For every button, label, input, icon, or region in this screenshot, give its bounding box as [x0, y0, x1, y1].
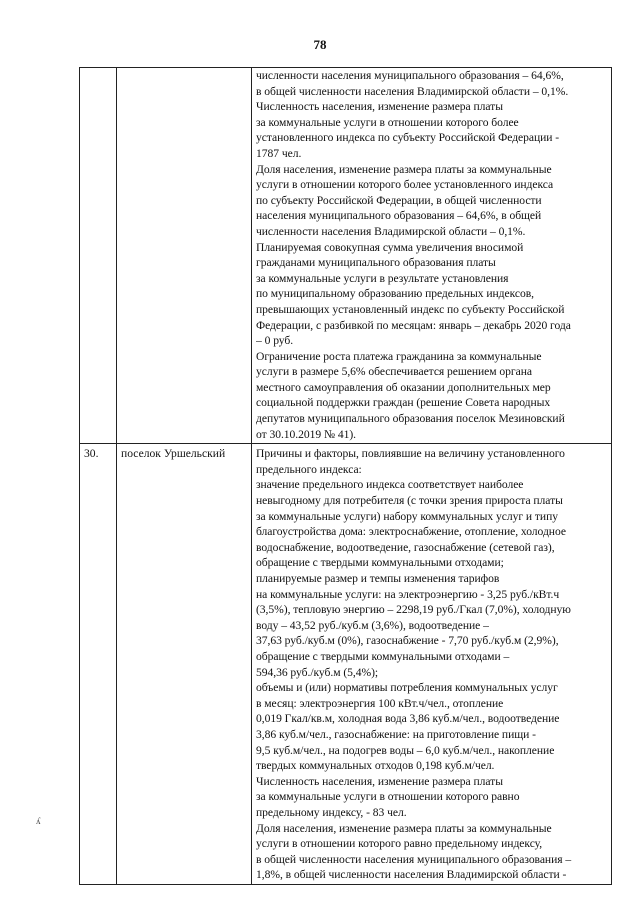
text-line: в общей численности населения Владимирской области – 0,1%.: [256, 84, 569, 98]
text-line: твердых коммунальных отходов 0,198 куб.м/чел.: [256, 759, 495, 773]
text-line: численности населения Владимирской области – 0,1%.: [256, 224, 526, 238]
municipality-name-cell: поселок Уршельский: [117, 444, 252, 885]
municipality-name-cell: [117, 68, 252, 444]
text-line: 0,019 Гкал/кв.м, холодная вода 3,86 куб.м/чел., водоотведение: [256, 712, 560, 726]
text-line: депутатов муниципального образования поселок Мезиновский: [256, 412, 565, 426]
text-line: водоснабжение, водоотведение, газоснабжение (сетевой газ),: [256, 540, 555, 554]
text-line: в общей численности населения муниципального образования –: [256, 852, 572, 866]
row-number-cell: 30.: [80, 444, 117, 885]
page-number: 78: [313, 37, 327, 52]
text-line: населения муниципального образования – 64,6%, в общей: [256, 209, 542, 223]
text-line: Причины и факторы, повлиявшие на величину установленного: [256, 447, 565, 461]
text-line: предельного индекса:: [256, 462, 362, 476]
description-cell: [252, 444, 612, 885]
text-line: воду – 43,52 руб./куб.м (3,6%), водоотведение –: [256, 618, 489, 632]
text-line: от 30.10.2019 № 41).: [256, 427, 356, 441]
text-line: предельному индексу, - 83 чел.: [256, 805, 407, 819]
text-line: численности населения муниципального образования – 64,6%,: [256, 69, 564, 82]
text-line: Планируемая совокупная сумма увеличения вносимой: [256, 240, 524, 254]
text-line: в месяц: электроэнергия 100 кВт.ч/чел., отопление: [256, 696, 504, 710]
text-line: значение предельного индекса соответствует наиболее: [256, 478, 524, 492]
text-line: Ограничение роста платежа гражданина за коммунальные: [256, 349, 542, 363]
description-text: [256, 68, 609, 442]
text-line: Федерации, с разбивкой по месяцам: январь – декабрь 2020 года: [256, 318, 571, 332]
text-line: обращение с твердыми коммунальными отходами –: [256, 649, 510, 663]
text-line: услуги в отношении которого более установленного индекса: [256, 178, 554, 192]
text-line: – 0 руб.: [256, 334, 294, 348]
text-line: услуги в отношении которого равно предельному индексу,: [256, 837, 543, 851]
text-line: по субъекту Российской Федерации, в общей численности: [256, 193, 542, 207]
text-line: 1,8%, в общей численности населения Владимирской области -: [256, 868, 567, 882]
text-line: услуги в размере 5,6% обеспечивается решением органа: [256, 365, 532, 379]
text-line: Доля населения, изменение размера платы за коммунальные: [256, 162, 552, 176]
table-row: [80, 444, 612, 885]
text-line: по муниципальному образованию предельных индексов,: [256, 287, 534, 301]
description-cell: [252, 68, 612, 444]
text-line: за коммунальные услуги в результате установления: [256, 271, 509, 285]
text-line: 37,63 руб./куб.м (0%), газоснабжение - 7,70 руб./куб.м (2,9%),: [256, 634, 559, 648]
text-line: превышающих установленный индекс по субъекту Российской: [256, 302, 565, 316]
text-line: 3,86 куб.м/чел., газоснабжение: на приготовление пищи -: [256, 727, 536, 741]
text-line: за коммунальные услуги в отношении которого равно: [256, 790, 520, 804]
text-line: за коммунальные услуги) набору коммунальных услуг и типу: [256, 509, 558, 523]
text-line: за коммунальные услуги в отношении которого более: [256, 115, 519, 129]
text-line: невыгодному для потребителя (с точки зрения прироста платы: [256, 494, 563, 508]
description-text: [256, 446, 609, 883]
text-line: обращение с твердыми коммунальными отходами;: [256, 556, 504, 570]
text-line: на коммунальные услуги: на электроэнергию - 3,25 руб./кВт.ч: [256, 587, 560, 601]
text-line: планируемые размер и темпы изменения тарифов: [256, 572, 500, 585]
text-line: 1787 чел.: [256, 146, 302, 160]
text-line: 594,36 руб./куб.м (5,4%);: [256, 665, 379, 679]
text-line: объемы и (или) нормативы потребления коммунальных услуг: [256, 681, 558, 695]
text-line: установленного индекса по субъекту Российской Федерации -: [256, 131, 560, 145]
text-line: социальной поддержки граждан (решение Совета народных: [256, 396, 551, 410]
text-line: местного самоуправления об оказании дополнительных мер: [256, 380, 551, 394]
margin-mark: ʎ: [36, 816, 41, 826]
row-number-cell: [80, 68, 117, 444]
text-line: Численность населения, изменение размера платы: [256, 774, 503, 788]
text-line: гражданами муниципального образования платы: [256, 256, 496, 270]
document-table: [79, 67, 612, 885]
text-line: 9,5 куб.м/чел., на подогрев воды – 6,0 куб.м/чел., накопление: [256, 743, 555, 757]
text-line: (3,5%), тепловую энергию – 2298,19 руб./Гкал (7,0%), холодную: [256, 603, 571, 617]
text-line: Численность населения, изменение размера платы: [256, 100, 503, 114]
text-line: благоустройства дома: электроснабжение, отопление, холодное: [256, 525, 566, 539]
table-row: [80, 68, 612, 444]
text-line: Доля населения, изменение размера платы за коммунальные: [256, 821, 552, 835]
